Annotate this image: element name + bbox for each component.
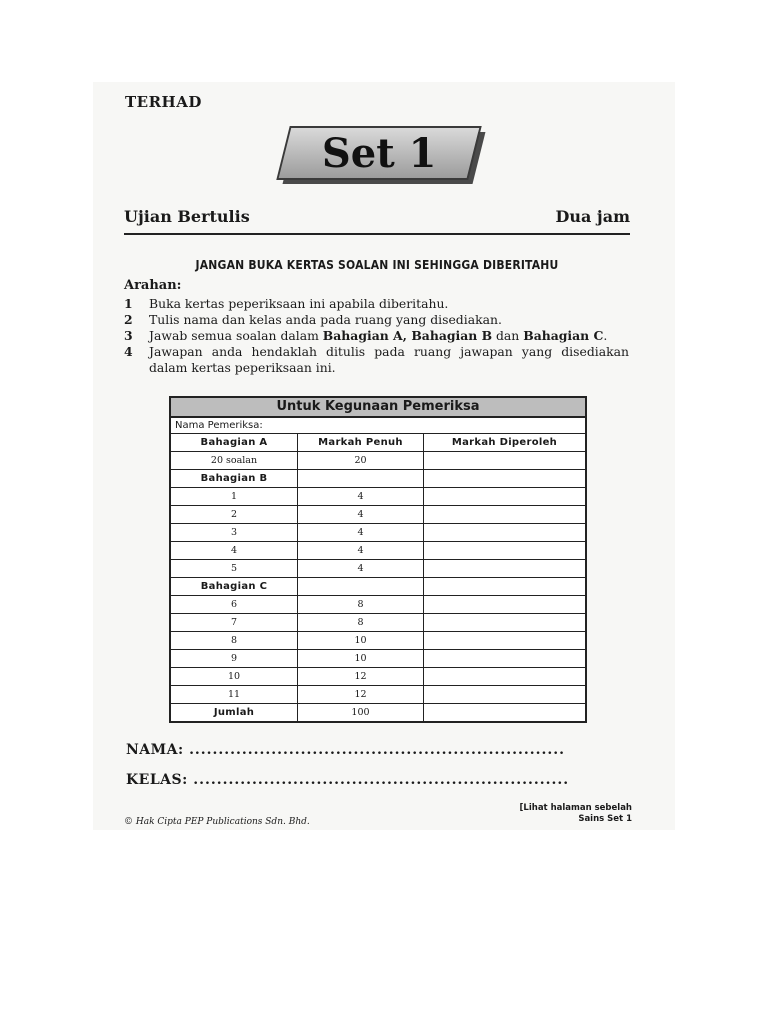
copyright-notice: © Hak Cipta PEP Publications Sdn. Bhd. — [124, 817, 310, 827]
table-row — [171, 560, 585, 578]
total-row — [171, 704, 585, 721]
full-mark-cell: 4 — [298, 542, 424, 559]
page-footer-right: [Lihat halaman sebelah Sains Set 1 — [519, 803, 632, 824]
obtained-mark-cell[interactable] — [424, 488, 585, 505]
exam-type: Ujian Bertulis — [124, 207, 250, 226]
warning-text: JANGAN BUKA KERTAS SOALAN INI SEHINGGA DIBERITAHU — [195, 258, 559, 272]
table-row — [171, 542, 585, 560]
section-label: Bahagian B — [171, 470, 298, 487]
column-header: Markah Penuh — [298, 434, 424, 451]
obtained-mark-cell[interactable] — [424, 470, 585, 487]
full-mark-cell: 4 — [298, 506, 424, 523]
total-label: Jumlah — [171, 704, 298, 721]
obtained-mark-cell[interactable] — [424, 452, 585, 469]
set-banner — [283, 126, 479, 184]
full-mark-cell: 10 — [298, 632, 424, 649]
section-row — [171, 470, 585, 488]
table-body — [171, 452, 585, 721]
table-row — [171, 524, 585, 542]
table-row — [171, 596, 585, 614]
question-label: 7 — [171, 614, 298, 631]
question-label: 9 — [171, 650, 298, 667]
obtained-mark-cell[interactable] — [424, 560, 585, 577]
table-row — [171, 506, 585, 524]
question-label: 1 — [171, 488, 298, 505]
examiner-name-label: Nama Pemeriksa: — [171, 418, 585, 434]
obtained-mark-cell[interactable] — [424, 578, 585, 595]
table-title: Untuk Kegunaan Pemeriksa — [171, 398, 585, 418]
question-label: 2 — [171, 506, 298, 523]
question-label: 8 — [171, 632, 298, 649]
question-label: 10 — [171, 668, 298, 685]
column-header: Markah Diperoleh — [451, 437, 558, 448]
obtained-mark-cell[interactable] — [424, 596, 585, 613]
obtained-mark-cell[interactable] — [424, 614, 585, 631]
question-label: 11 — [171, 686, 298, 703]
table-header-row — [171, 434, 585, 452]
table-row — [171, 686, 585, 704]
full-mark-cell: 10 — [298, 650, 424, 667]
table-row — [171, 488, 585, 506]
name-field[interactable]: NAMA: ................................................................ — [126, 742, 565, 758]
table-row — [171, 452, 585, 470]
full-mark-cell: 8 — [298, 596, 424, 613]
header-divider — [124, 233, 630, 235]
obtained-mark-cell[interactable] — [424, 650, 585, 667]
question-label: 6 — [171, 596, 298, 613]
question-label: 3 — [171, 524, 298, 541]
full-mark-cell: 8 — [298, 614, 424, 631]
examiner-table — [169, 396, 587, 723]
obtained-mark-cell[interactable] — [424, 668, 585, 685]
full-mark-cell — [298, 470, 424, 487]
instructions-label: Arahan: — [124, 278, 182, 293]
full-mark-cell: 4 — [298, 488, 424, 505]
full-mark-cell — [298, 578, 424, 595]
obtained-mark-cell[interactable] — [424, 542, 585, 559]
full-mark-cell: 4 — [298, 524, 424, 541]
column-header: Bahagian A — [171, 434, 298, 451]
section-row — [171, 578, 585, 596]
set-title: Set 1 — [321, 129, 437, 177]
exam-duration: Dua jam — [555, 207, 630, 226]
full-mark-cell: 12 — [298, 686, 424, 703]
full-mark-cell: 100 — [298, 704, 424, 721]
full-mark-cell: 20 — [298, 452, 424, 469]
question-label: 20 soalan — [171, 452, 298, 469]
section-label: Bahagian C — [171, 578, 298, 595]
table-row — [171, 650, 585, 668]
full-mark-cell: 4 — [298, 560, 424, 577]
class-field[interactable]: KELAS: ................................................................ — [126, 772, 570, 788]
table-row — [171, 614, 585, 632]
obtained-mark-cell[interactable] — [424, 524, 585, 541]
obtained-mark-cell[interactable] — [424, 704, 585, 721]
obtained-mark-cell[interactable] — [424, 686, 585, 703]
exam-info-row — [124, 207, 630, 231]
obtained-mark-cell[interactable] — [424, 632, 585, 649]
full-mark-cell: 12 — [298, 668, 424, 685]
classification-label: TERHAD — [125, 93, 202, 111]
table-row — [171, 632, 585, 650]
question-label: 4 — [171, 542, 298, 559]
question-label: 5 — [171, 560, 298, 577]
table-row — [171, 668, 585, 686]
obtained-mark-cell[interactable] — [424, 506, 585, 523]
